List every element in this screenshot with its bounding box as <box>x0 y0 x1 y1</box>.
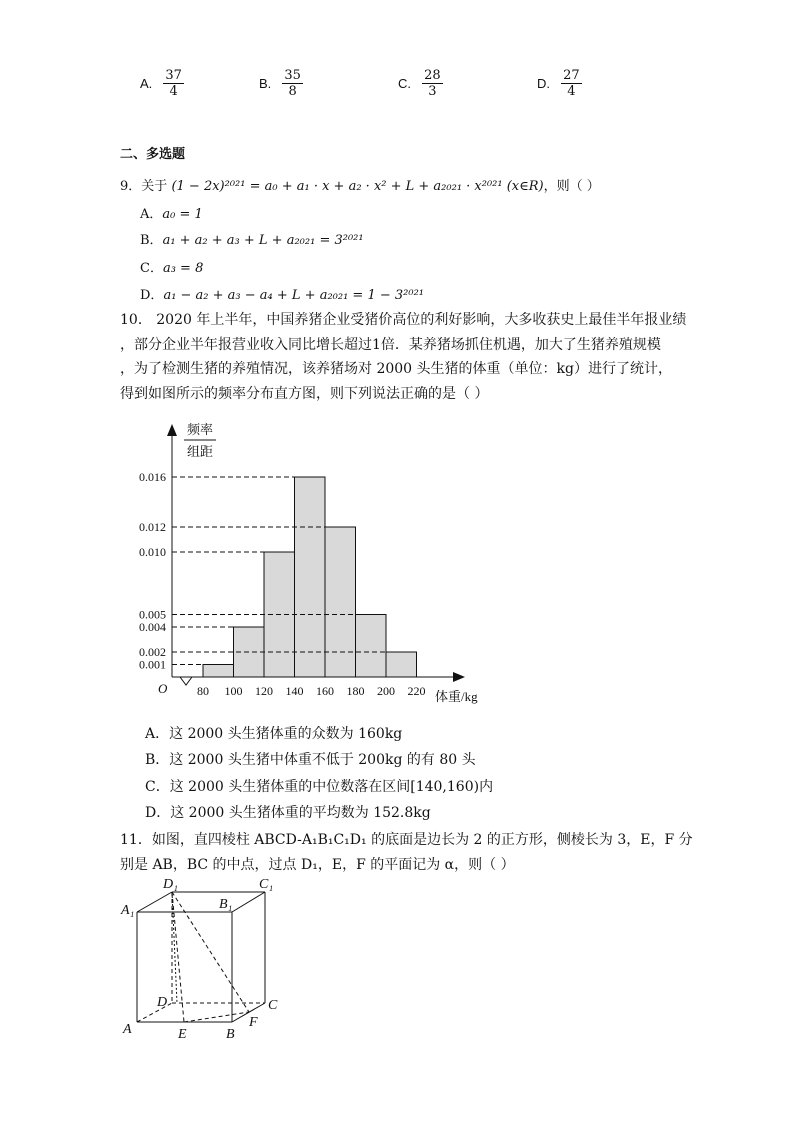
x-tick-label-180: 180 <box>346 684 365 698</box>
section-title: 二、多选题 <box>120 147 186 162</box>
x-tick-label-160: 160 <box>316 684 334 698</box>
q9-expansion: (1 − 2x)²⁰²¹ = a₀ + a₁ · x + a₂ · x² + L + a₂₀₂₁ · x²⁰²¹ (x∈R) <box>171 179 544 194</box>
q8-option-c: C. $\frac{28}{3}$ <box>398 68 441 99</box>
q10-option-d: D．这 2000 头生猪体重的平均数为 152.8kg <box>145 805 431 821</box>
histogram-bar-180-200 <box>356 615 387 678</box>
label-c: C <box>268 998 278 1013</box>
q10-line-1: 10． 2020 年上半年，中国养猪企业受猪价高位的利好影响，大多收获史上最佳半年报业绩 <box>120 312 687 328</box>
histogram-bar-160-180 <box>325 527 356 677</box>
y-tick-label-0.002: 0.002 <box>139 645 166 659</box>
y-tick-label-0.001: 0.001 <box>139 657 166 672</box>
label-d1: D₁ <box>163 877 178 892</box>
x-axis-break <box>180 677 192 685</box>
segment-d1f <box>172 892 249 1012</box>
y-tick-label-0.010: 0.010 <box>139 545 166 559</box>
label-a: A <box>123 1022 132 1037</box>
prism-figure <box>115 870 295 1045</box>
q10-line-2: ，部分企业半年报营业收入同比增长超过1倍．某养猪场抓住机遇，加大了生猪养殖规模 <box>120 337 661 353</box>
label-c1: C₁ <box>259 877 274 892</box>
label-b1: B₁ <box>219 897 233 912</box>
q9-option-b: B．a₁ + a₂ + a₃ + L + a₂₀₂₁ = 3²⁰²¹ <box>140 233 364 248</box>
q11-line-1: 11．如图，直四棱柱 ABCD-A₁B₁C₁D₁ 的底面是边长为 2 的正方形，侧棱长为 3，E，F 分 <box>120 832 693 848</box>
histogram-chart <box>120 414 500 714</box>
y-tick-label-0.012: 0.012 <box>139 520 166 534</box>
x-tick-label-220: 220 <box>407 684 426 698</box>
histogram-bar-200-220 <box>386 652 417 677</box>
x-axis-arrow <box>453 672 465 682</box>
y-axis-label-denominator: 组距 <box>186 444 214 459</box>
q9-option-d: D．a₁ − a₂ + a₃ − a₄ + L + a₂₀₂₁ = 1 − 3²⁰²¹ <box>140 288 425 303</box>
histogram-bar-140-160 <box>295 477 326 677</box>
label-e: E <box>178 1027 187 1042</box>
q8-option-d: D. $\frac{27}{4}$ <box>537 68 580 99</box>
edge-b1c1 <box>232 892 265 912</box>
q10-option-b: B．这 2000 头生猪中体重不低于 200kg 的有 80 头 <box>145 752 476 768</box>
origin-label: O <box>158 681 168 696</box>
q8-option-b: B. $\frac{35}{8}$ <box>259 68 301 99</box>
q9-option-a: A．a₀ = 1 <box>140 207 203 222</box>
x-tick-label-120: 120 <box>255 684 273 698</box>
label-a1: A₁ <box>121 903 135 918</box>
q10-line-3: ，为了检测生猪的养殖情况，该养猪场对 2000 头生猪的体重（单位：kg）进行了统计， <box>120 361 672 377</box>
q8-option-b-fraction: $\frac{35}{8}$ <box>284 68 301 99</box>
q11-line-2: 别是 AB，BC 的中点，过点 D₁，E，F 的平面记为 α，则（ ） <box>120 857 515 873</box>
x-tick-label-140: 140 <box>285 684 304 698</box>
q10-option-c: C．这 2000 头生猪体重的中位数落在区间[140,160)内 <box>145 779 494 795</box>
segment-d1-aux <box>172 892 177 1003</box>
q9-stem: 9．关于 (1 − 2x)²⁰²¹ = a₀ + a₁ · x + a₂ · x² + L + a₂₀₂₁ · x²⁰²¹ (x∈R)，则（ ） <box>120 179 600 194</box>
label-d: D <box>157 995 168 1010</box>
q10-option-a: A．这 2000 头生猪体重的众数为 160kg <box>145 726 403 742</box>
histogram-bar-80-100 <box>203 665 234 678</box>
y-tick-label-0.016: 0.016 <box>139 470 166 484</box>
x-tick-label-200: 200 <box>377 684 395 698</box>
q8-option-a: A. $\frac{37}{4}$ <box>140 68 182 99</box>
x-tick-label-100: 100 <box>224 684 243 698</box>
edge-a1d1 <box>137 892 172 912</box>
x-tick-label-80: 80 <box>197 684 209 698</box>
segment-ef <box>184 1012 249 1022</box>
y-tick-label-0.004: 0.004 <box>139 620 166 634</box>
y-axis-arrow <box>167 424 177 436</box>
q8-option-c-fraction: $\frac{28}{3}$ <box>424 68 441 99</box>
q9-option-c: C．a₃ = 8 <box>140 261 204 276</box>
y-axis-label-numerator: 频率 <box>186 422 214 437</box>
q10-line-4: 得到如图所示的频率分布直方图，则下列说法正确的是（ ） <box>120 386 489 402</box>
q8-option-a-fraction: $\frac{37}{4}$ <box>165 68 182 99</box>
x-axis-label: 体重/kg <box>435 689 478 704</box>
label-f: F <box>249 1015 258 1030</box>
y-tick-label-0.005: 0.005 <box>139 607 166 622</box>
q8-option-d-fraction: $\frac{27}{4}$ <box>563 68 580 99</box>
label-b: B <box>226 1027 235 1042</box>
